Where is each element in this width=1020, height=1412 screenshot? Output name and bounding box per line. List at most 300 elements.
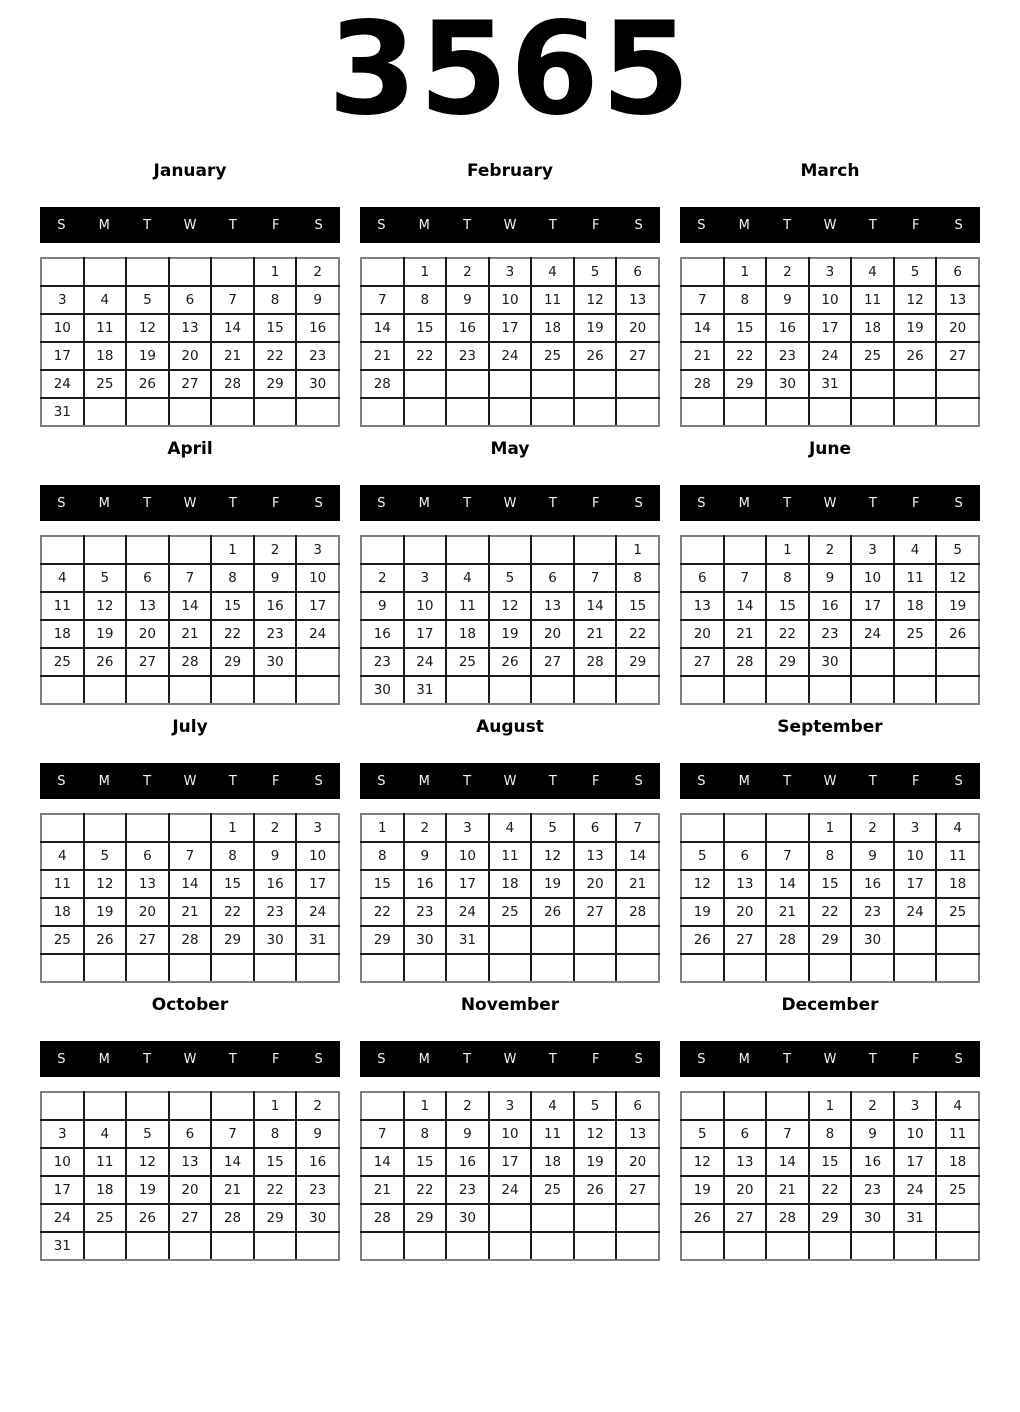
- day-cell: 10: [851, 564, 894, 592]
- day-cell: 6: [936, 258, 979, 286]
- empty-day-cell: [446, 676, 489, 704]
- empty-day-cell: [766, 1232, 809, 1260]
- weekday-label: W: [183, 773, 197, 789]
- day-cell: 13: [126, 870, 169, 898]
- day-cell: 22: [404, 342, 447, 370]
- day-cell: 8: [211, 842, 254, 870]
- weekday-label: T: [783, 217, 792, 233]
- day-cell: 22: [361, 898, 404, 926]
- day-cell: 2: [296, 258, 339, 286]
- weekday-label: S: [57, 217, 66, 233]
- empty-day-cell: [296, 648, 339, 676]
- day-cell: 19: [489, 620, 532, 648]
- week-row: [41, 926, 339, 954]
- day-cell: 14: [766, 1148, 809, 1176]
- day-cell: 15: [254, 314, 297, 342]
- day-cell: 7: [766, 842, 809, 870]
- day-cell: 30: [254, 648, 297, 676]
- day-cell: 5: [574, 258, 617, 286]
- weekday-label: T: [228, 217, 237, 233]
- week-row: [681, 1092, 979, 1120]
- day-cell: 6: [169, 286, 212, 314]
- day-cell: 17: [894, 1148, 937, 1176]
- month-title: March: [800, 161, 860, 181]
- day-cell: 2: [446, 258, 489, 286]
- day-cell: 11: [489, 842, 532, 870]
- day-cell: 5: [84, 842, 127, 870]
- day-cell: 29: [254, 1204, 297, 1232]
- day-cell: 27: [574, 898, 617, 926]
- day-cell: 4: [936, 814, 979, 842]
- day-cell: 11: [41, 870, 84, 898]
- day-cell: 20: [126, 898, 169, 926]
- day-cell: 24: [41, 1204, 84, 1232]
- empty-day-cell: [489, 1232, 532, 1260]
- day-cell: 23: [254, 898, 297, 926]
- day-cell: 5: [489, 564, 532, 592]
- empty-day-cell: [84, 676, 127, 704]
- day-cell: 30: [851, 926, 894, 954]
- day-cell: 30: [404, 926, 447, 954]
- day-cell: 17: [809, 314, 852, 342]
- day-cell: 9: [446, 1120, 489, 1148]
- day-cell: 3: [41, 1120, 84, 1148]
- week-row: [41, 676, 339, 704]
- day-cell: 16: [766, 314, 809, 342]
- empty-day-cell: [211, 398, 254, 426]
- empty-day-cell: [574, 926, 617, 954]
- day-cell: 10: [894, 1120, 937, 1148]
- day-cell: 7: [361, 1120, 404, 1148]
- day-cell: 8: [724, 286, 767, 314]
- day-cell: 3: [809, 258, 852, 286]
- week-row: [361, 370, 659, 398]
- day-cell: 24: [489, 342, 532, 370]
- month-day-grid: [680, 257, 980, 427]
- month-title: August: [476, 717, 544, 737]
- day-cell: 3: [489, 258, 532, 286]
- empty-day-cell: [936, 398, 979, 426]
- empty-day-cell: [574, 676, 617, 704]
- day-cell: 16: [809, 592, 852, 620]
- day-cell: 25: [531, 1176, 574, 1204]
- weekday-label: T: [228, 773, 237, 789]
- weekday-header-row: [360, 763, 660, 799]
- empty-day-cell: [809, 954, 852, 982]
- empty-day-cell: [41, 954, 84, 982]
- empty-day-cell: [84, 536, 127, 564]
- day-cell: 1: [211, 536, 254, 564]
- week-row: [361, 870, 659, 898]
- week-row: [361, 1232, 659, 1260]
- weekday-label: T: [783, 773, 792, 789]
- day-cell: 31: [446, 926, 489, 954]
- empty-day-cell: [296, 954, 339, 982]
- empty-day-cell: [531, 1232, 574, 1260]
- day-cell: 3: [41, 286, 84, 314]
- day-cell: 24: [404, 648, 447, 676]
- day-cell: 10: [41, 1148, 84, 1176]
- empty-day-cell: [724, 1092, 767, 1120]
- week-row: [41, 398, 339, 426]
- day-cell: 19: [531, 870, 574, 898]
- day-cell: 15: [766, 592, 809, 620]
- day-cell: 21: [361, 1176, 404, 1204]
- day-cell: 4: [41, 564, 84, 592]
- day-cell: 20: [531, 620, 574, 648]
- day-cell: 30: [254, 926, 297, 954]
- day-cell: 8: [211, 564, 254, 592]
- empty-day-cell: [169, 1092, 212, 1120]
- weekday-label: F: [271, 495, 280, 511]
- day-cell: 27: [616, 342, 659, 370]
- week-row: [361, 1204, 659, 1232]
- weekday-label: S: [634, 1051, 643, 1067]
- day-cell: 26: [574, 342, 617, 370]
- day-cell: 14: [681, 314, 724, 342]
- day-cell: 4: [41, 842, 84, 870]
- empty-day-cell: [489, 954, 532, 982]
- day-cell: 7: [211, 1120, 254, 1148]
- day-cell: 26: [574, 1176, 617, 1204]
- day-cell: 6: [126, 842, 169, 870]
- day-cell: 1: [809, 1092, 852, 1120]
- day-cell: 26: [681, 1204, 724, 1232]
- day-cell: 20: [724, 898, 767, 926]
- day-cell: 5: [126, 286, 169, 314]
- empty-day-cell: [724, 676, 767, 704]
- day-cell: 18: [41, 620, 84, 648]
- weekday-label: T: [143, 1051, 152, 1067]
- empty-day-cell: [446, 370, 489, 398]
- day-cell: 30: [766, 370, 809, 398]
- month-day-grid: [680, 535, 980, 705]
- month-day-grid: [680, 813, 980, 983]
- empty-day-cell: [41, 1092, 84, 1120]
- day-cell: 1: [404, 258, 447, 286]
- month-title: June: [808, 439, 852, 459]
- empty-day-cell: [681, 954, 724, 982]
- empty-day-cell: [126, 676, 169, 704]
- empty-day-cell: [404, 1232, 447, 1260]
- empty-day-cell: [531, 1204, 574, 1232]
- day-cell: 28: [766, 926, 809, 954]
- day-cell: 15: [211, 870, 254, 898]
- empty-day-cell: [489, 398, 532, 426]
- day-cell: 5: [574, 1092, 617, 1120]
- day-cell: 13: [574, 842, 617, 870]
- weekday-label: S: [57, 495, 66, 511]
- day-cell: 14: [361, 1148, 404, 1176]
- weekday-label: M: [418, 217, 430, 233]
- day-cell: 13: [169, 1148, 212, 1176]
- week-row: [681, 814, 979, 842]
- day-cell: 2: [851, 814, 894, 842]
- day-cell: 12: [574, 1120, 617, 1148]
- weekday-label: T: [548, 773, 557, 789]
- month-day-grid: [40, 257, 340, 427]
- day-cell: 6: [574, 814, 617, 842]
- day-cell: 17: [894, 870, 937, 898]
- week-row: [41, 898, 339, 926]
- empty-day-cell: [936, 1204, 979, 1232]
- weekday-label: W: [503, 773, 517, 789]
- day-cell: 31: [809, 370, 852, 398]
- day-cell: 12: [84, 870, 127, 898]
- day-cell: 26: [681, 926, 724, 954]
- day-cell: 13: [681, 592, 724, 620]
- day-cell: 3: [446, 814, 489, 842]
- empty-day-cell: [766, 814, 809, 842]
- day-cell: 19: [126, 1176, 169, 1204]
- empty-day-cell: [126, 258, 169, 286]
- day-cell: 23: [361, 648, 404, 676]
- day-cell: 8: [809, 842, 852, 870]
- week-row: [41, 620, 339, 648]
- empty-day-cell: [211, 676, 254, 704]
- day-cell: 18: [894, 592, 937, 620]
- day-cell: 18: [446, 620, 489, 648]
- day-cell: 12: [894, 286, 937, 314]
- empty-day-cell: [616, 370, 659, 398]
- weekday-label: S: [57, 1051, 66, 1067]
- month-calendar: [680, 439, 980, 705]
- weekday-label: T: [868, 495, 877, 511]
- day-cell: 2: [446, 1092, 489, 1120]
- day-cell: 22: [724, 342, 767, 370]
- day-cell: 14: [169, 592, 212, 620]
- day-cell: 27: [616, 1176, 659, 1204]
- day-cell: 30: [361, 676, 404, 704]
- week-row: [681, 1176, 979, 1204]
- week-row: [361, 314, 659, 342]
- weekday-label: T: [548, 495, 557, 511]
- day-cell: 28: [766, 1204, 809, 1232]
- day-cell: 12: [126, 314, 169, 342]
- empty-day-cell: [574, 954, 617, 982]
- day-cell: 17: [446, 870, 489, 898]
- day-cell: 12: [489, 592, 532, 620]
- day-cell: 23: [404, 898, 447, 926]
- month-day-grid: [40, 813, 340, 983]
- empty-day-cell: [574, 1232, 617, 1260]
- weekday-label: T: [143, 217, 152, 233]
- empty-day-cell: [724, 1232, 767, 1260]
- day-cell: 22: [211, 620, 254, 648]
- day-cell: 11: [446, 592, 489, 620]
- day-cell: 6: [169, 1120, 212, 1148]
- month-calendar: [680, 995, 980, 1261]
- week-row: [361, 592, 659, 620]
- empty-day-cell: [361, 398, 404, 426]
- day-cell: 11: [531, 1120, 574, 1148]
- day-cell: 24: [489, 1176, 532, 1204]
- day-cell: 10: [894, 842, 937, 870]
- empty-day-cell: [531, 370, 574, 398]
- day-cell: 16: [851, 870, 894, 898]
- weekday-label: S: [634, 217, 643, 233]
- empty-day-cell: [211, 1232, 254, 1260]
- empty-day-cell: [361, 258, 404, 286]
- empty-day-cell: [809, 676, 852, 704]
- weekday-label: W: [503, 217, 517, 233]
- weekday-label: T: [143, 495, 152, 511]
- weekday-label: T: [228, 1051, 237, 1067]
- empty-day-cell: [531, 398, 574, 426]
- day-cell: 23: [446, 342, 489, 370]
- weekday-label: S: [697, 217, 706, 233]
- week-row: [681, 258, 979, 286]
- month-calendar: [40, 717, 340, 983]
- empty-day-cell: [41, 536, 84, 564]
- day-cell: 11: [936, 1120, 979, 1148]
- month-title: February: [466, 161, 554, 181]
- day-cell: 26: [936, 620, 979, 648]
- empty-day-cell: [681, 676, 724, 704]
- day-cell: 16: [361, 620, 404, 648]
- day-cell: 16: [254, 592, 297, 620]
- day-cell: 20: [169, 342, 212, 370]
- day-cell: 15: [361, 870, 404, 898]
- day-cell: 7: [361, 286, 404, 314]
- day-cell: 10: [41, 314, 84, 342]
- empty-day-cell: [766, 398, 809, 426]
- weekday-label: M: [738, 495, 750, 511]
- day-cell: 8: [766, 564, 809, 592]
- day-cell: 7: [574, 564, 617, 592]
- week-row: [361, 648, 659, 676]
- day-cell: 8: [809, 1120, 852, 1148]
- empty-day-cell: [531, 676, 574, 704]
- day-cell: 4: [489, 814, 532, 842]
- day-cell: 11: [936, 842, 979, 870]
- empty-day-cell: [84, 1092, 127, 1120]
- day-cell: 12: [531, 842, 574, 870]
- weekday-header-row: [680, 1041, 980, 1077]
- weekday-header-row: [680, 207, 980, 243]
- day-cell: 22: [254, 1176, 297, 1204]
- day-cell: 27: [169, 370, 212, 398]
- week-row: [361, 898, 659, 926]
- week-row: [361, 842, 659, 870]
- day-cell: 7: [169, 564, 212, 592]
- weekday-label: M: [418, 773, 430, 789]
- day-cell: 7: [724, 564, 767, 592]
- week-row: [681, 620, 979, 648]
- weekday-label: W: [823, 217, 837, 233]
- months-grid: [40, 161, 1020, 1261]
- month-calendar: [40, 995, 340, 1261]
- weekday-label: F: [271, 773, 280, 789]
- weekday-label: W: [503, 1051, 517, 1067]
- day-cell: 4: [84, 1120, 127, 1148]
- day-cell: 10: [489, 1120, 532, 1148]
- empty-day-cell: [616, 1204, 659, 1232]
- day-cell: 15: [809, 1148, 852, 1176]
- day-cell: 4: [446, 564, 489, 592]
- day-cell: 19: [84, 620, 127, 648]
- day-cell: 3: [894, 1092, 937, 1120]
- week-row: [681, 1148, 979, 1176]
- weekday-label: S: [954, 1051, 963, 1067]
- week-row: [361, 620, 659, 648]
- day-cell: 2: [766, 258, 809, 286]
- day-cell: 31: [296, 926, 339, 954]
- day-cell: 28: [169, 926, 212, 954]
- empty-day-cell: [126, 1092, 169, 1120]
- day-cell: 24: [296, 620, 339, 648]
- day-cell: 5: [126, 1120, 169, 1148]
- empty-day-cell: [446, 398, 489, 426]
- empty-day-cell: [681, 1092, 724, 1120]
- month-title: May: [490, 439, 530, 459]
- empty-day-cell: [169, 676, 212, 704]
- day-cell: 9: [296, 1120, 339, 1148]
- day-cell: 8: [254, 286, 297, 314]
- week-row: [681, 648, 979, 676]
- weekday-label: S: [697, 773, 706, 789]
- day-cell: 3: [489, 1092, 532, 1120]
- weekday-header-row: [40, 763, 340, 799]
- day-cell: 16: [446, 1148, 489, 1176]
- weekday-label: S: [377, 217, 386, 233]
- empty-day-cell: [936, 648, 979, 676]
- day-cell: 3: [851, 536, 894, 564]
- week-row: [41, 1232, 339, 1260]
- month-title: April: [167, 439, 213, 459]
- weekday-label: S: [954, 773, 963, 789]
- day-cell: 23: [851, 898, 894, 926]
- empty-day-cell: [404, 536, 447, 564]
- month-calendar: [680, 161, 980, 427]
- day-cell: 18: [531, 314, 574, 342]
- day-cell: 21: [169, 620, 212, 648]
- day-cell: 29: [211, 926, 254, 954]
- week-row: [681, 564, 979, 592]
- day-cell: 1: [361, 814, 404, 842]
- day-cell: 28: [211, 1204, 254, 1232]
- empty-day-cell: [254, 398, 297, 426]
- empty-day-cell: [681, 536, 724, 564]
- week-row: [41, 370, 339, 398]
- day-cell: 7: [169, 842, 212, 870]
- weekday-label: S: [954, 495, 963, 511]
- empty-day-cell: [169, 954, 212, 982]
- day-cell: 28: [361, 1204, 404, 1232]
- day-cell: 2: [404, 814, 447, 842]
- week-row: [361, 342, 659, 370]
- weekday-label: M: [738, 773, 750, 789]
- day-cell: 22: [211, 898, 254, 926]
- day-cell: 26: [894, 342, 937, 370]
- day-cell: 6: [126, 564, 169, 592]
- weekday-label: M: [738, 1051, 750, 1067]
- empty-day-cell: [404, 398, 447, 426]
- empty-day-cell: [169, 258, 212, 286]
- day-cell: 26: [84, 648, 127, 676]
- year-title: 3565: [327, 0, 693, 144]
- day-cell: 4: [936, 1092, 979, 1120]
- empty-day-cell: [574, 398, 617, 426]
- day-cell: 16: [446, 314, 489, 342]
- day-cell: 17: [41, 342, 84, 370]
- day-cell: 30: [851, 1204, 894, 1232]
- day-cell: 15: [404, 314, 447, 342]
- day-cell: 17: [851, 592, 894, 620]
- empty-day-cell: [724, 954, 767, 982]
- empty-day-cell: [446, 1232, 489, 1260]
- empty-day-cell: [616, 926, 659, 954]
